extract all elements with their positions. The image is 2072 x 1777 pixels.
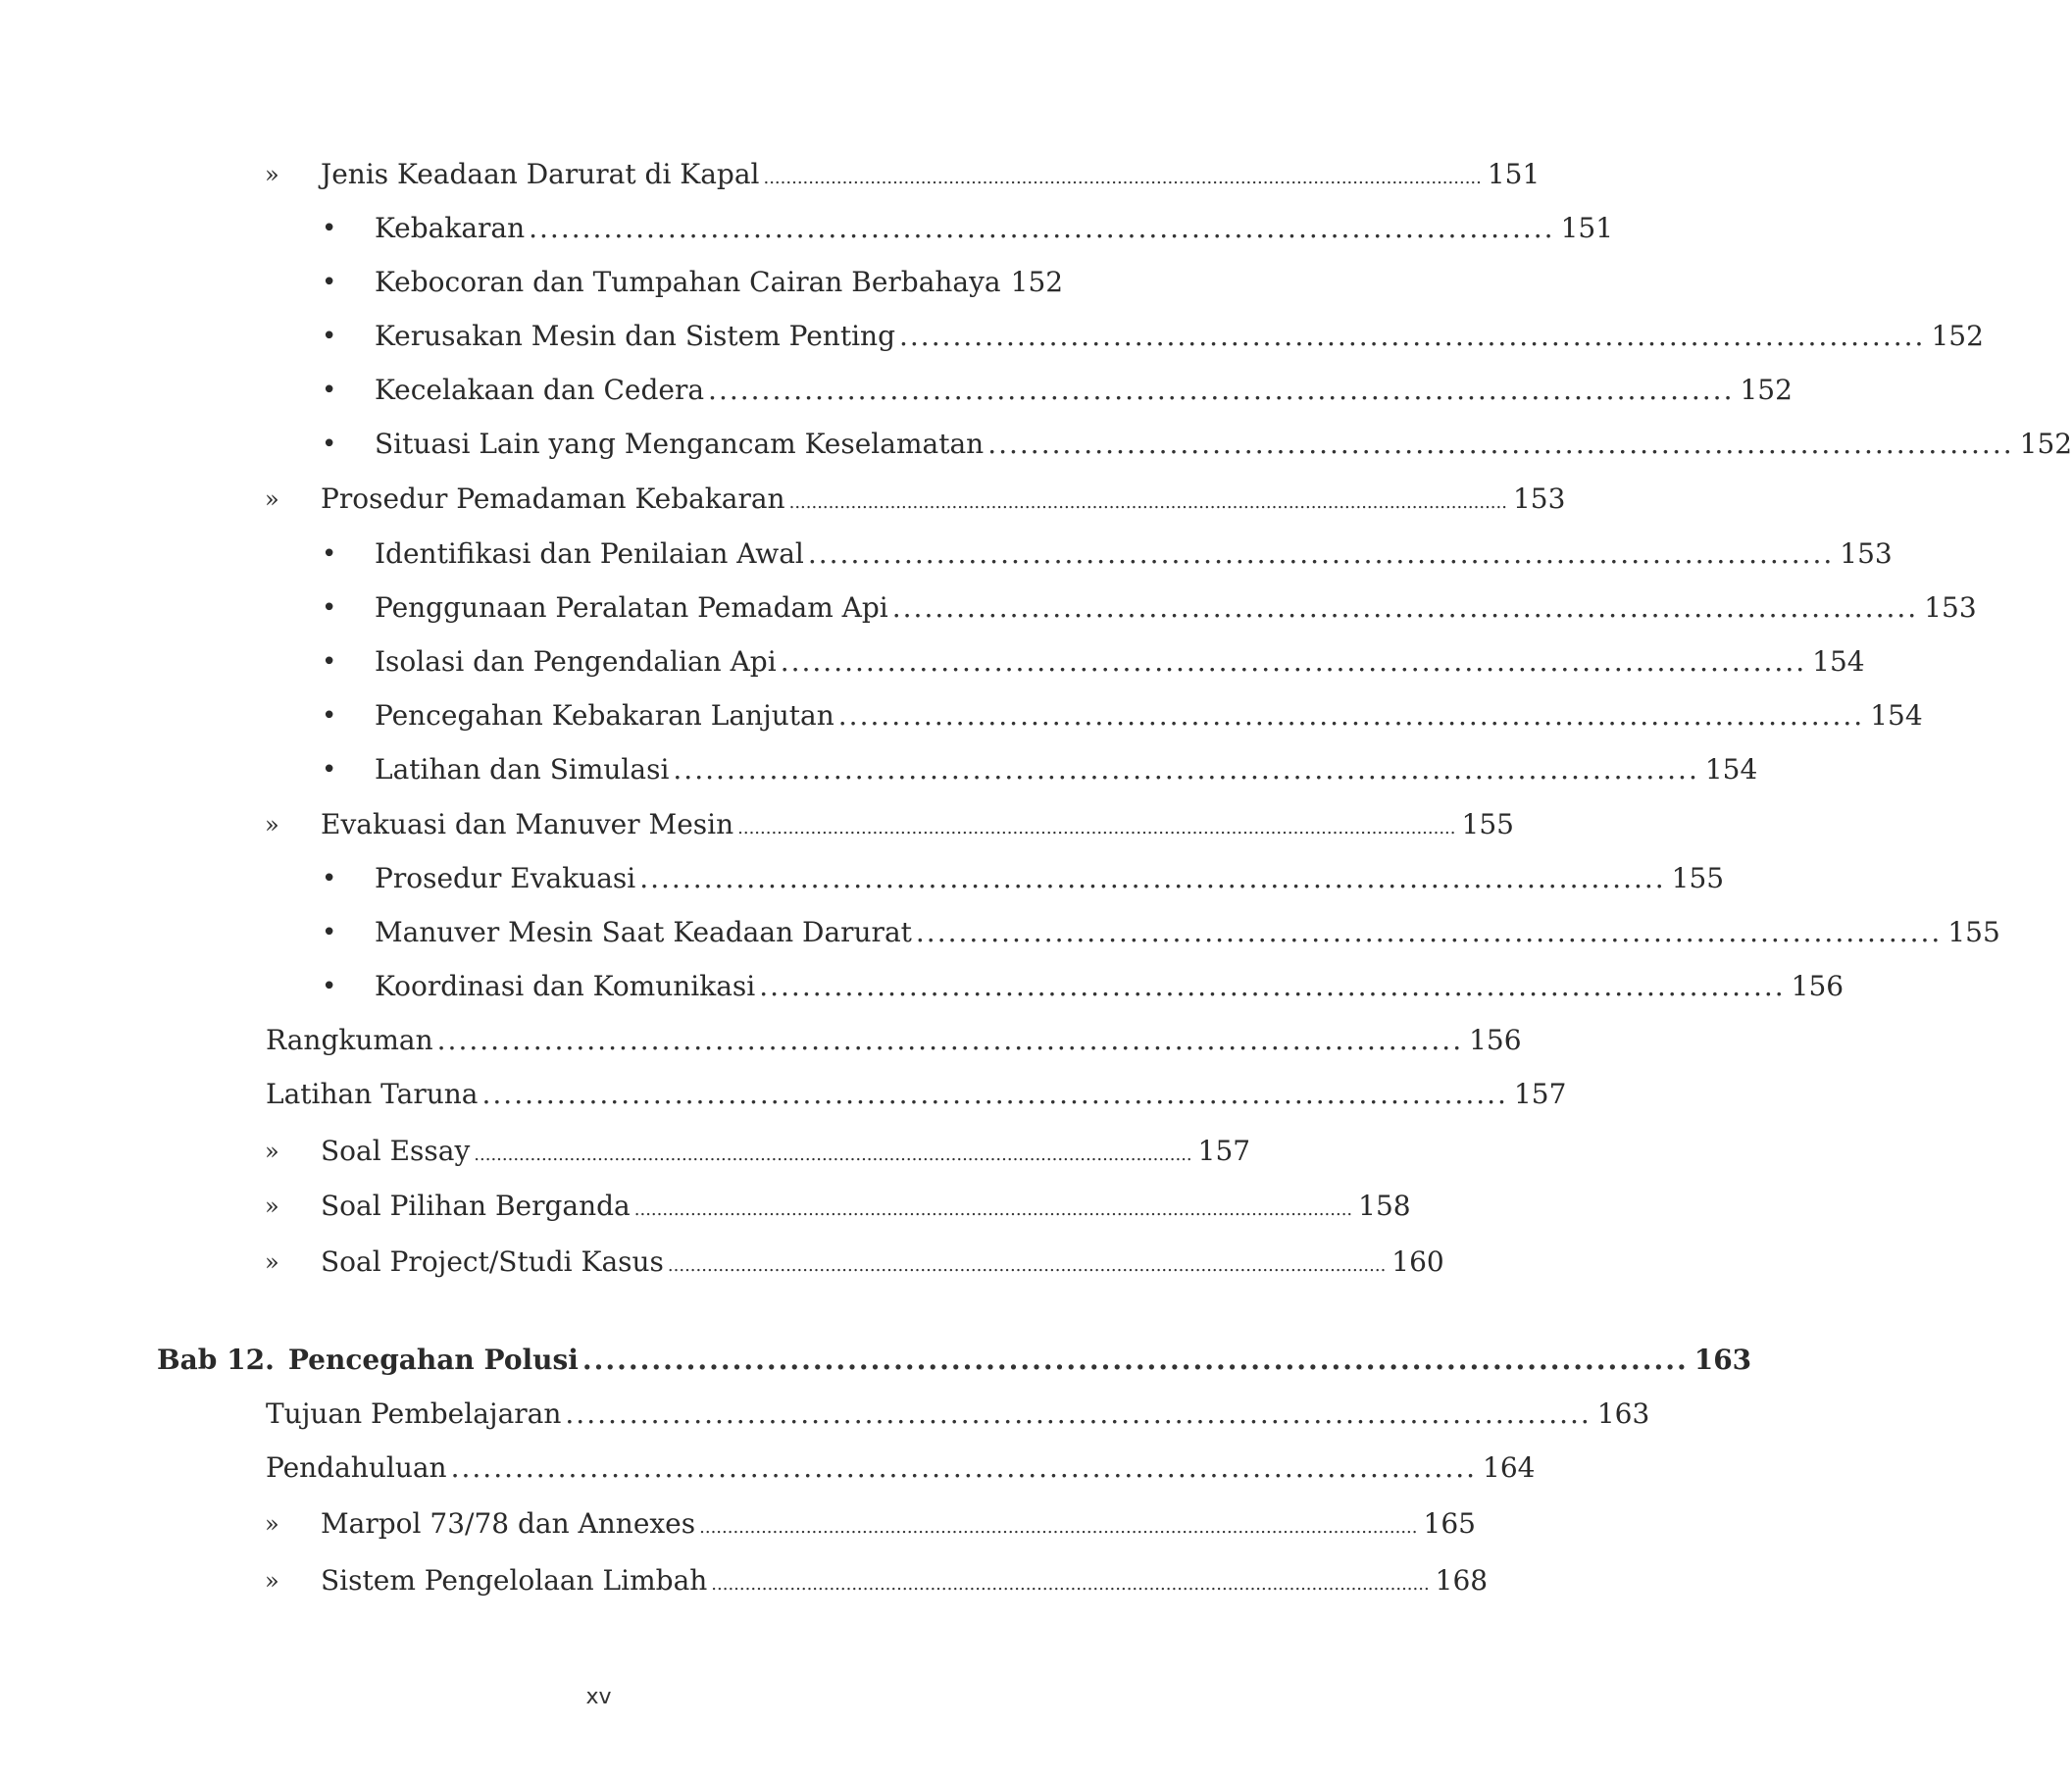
toc-entry[interactable] xyxy=(322,857,1725,900)
dot-leader: ................................................................................................ xyxy=(639,862,1666,894)
toc-entry[interactable] xyxy=(265,1130,1251,1173)
toc-entry-title: Penggunaan Peralatan Pemadam Api xyxy=(375,591,888,624)
page-number-footer: xv xyxy=(585,1685,612,1709)
toc-marker: » xyxy=(265,485,279,513)
dot-leader: ................................................................................................ xyxy=(581,1344,1689,1376)
toc-page-number: 153 xyxy=(1924,591,1977,624)
toc-entry-title: Kebocoran dan Tumpahan Cairan Berbahaya xyxy=(375,266,1001,298)
toc-entry-title: Soal Pilihan Berganda xyxy=(321,1190,631,1222)
toc-entry-title: Soal Project/Studi Kasus xyxy=(321,1245,664,1278)
bullet-marker: • xyxy=(322,268,337,297)
toc-page-number: 156 xyxy=(1791,970,1845,1002)
toc-entry-title: Prosedur Evakuasi xyxy=(375,862,636,894)
toc-page-number: 165 xyxy=(1423,1507,1476,1540)
toc-page-number: 152 xyxy=(1740,374,1793,406)
dot-leader: ................................................................................................ xyxy=(481,1078,1508,1110)
dot-leader: ................................................................................................ xyxy=(565,1397,1592,1430)
dot-leader: ................................................................................................................................ xyxy=(699,1517,1418,1538)
toc-entry[interactable] xyxy=(266,1447,1536,1490)
toc-entry[interactable] xyxy=(322,694,1923,737)
toc-page-number: 154 xyxy=(1704,753,1758,786)
bullet-marker: • xyxy=(322,864,337,893)
dot-leader: ................................................................................................................................ xyxy=(474,1144,1192,1165)
toc-entry[interactable] xyxy=(322,315,1984,358)
dot-leader: ................................................................................................ xyxy=(915,916,1943,948)
bullet-marker: • xyxy=(322,701,337,731)
toc-page-number: 154 xyxy=(1870,699,1923,732)
toc-entry-title: Marpol 73/78 dan Annexes xyxy=(321,1507,696,1540)
toc-page-number: 152 xyxy=(1931,320,1984,352)
toc-entry[interactable] xyxy=(265,1559,1489,1602)
toc-entry-title: Kebakaran xyxy=(375,212,526,244)
toc-page-number: 155 xyxy=(1947,916,2000,948)
bullet-marker: • xyxy=(322,322,337,351)
toc-page-number: 157 xyxy=(1197,1135,1251,1167)
dot-leader: ................................................................................................................................ xyxy=(737,818,1456,838)
toc-entry-title: Latihan Taruna xyxy=(266,1078,479,1110)
chapter-page-number: 163 xyxy=(1693,1344,1752,1376)
bullet-marker: • xyxy=(322,376,337,405)
dot-leader: ................................................................................................ xyxy=(899,320,1926,352)
bullet-marker: • xyxy=(322,593,337,623)
toc-page-number: 153 xyxy=(1840,537,1893,570)
toc-page-number: 163 xyxy=(1596,1397,1650,1430)
toc-entry[interactable] xyxy=(322,207,1614,250)
dot-leader: ................................................................................................ xyxy=(891,591,1919,624)
toc-page-number: 155 xyxy=(1461,808,1514,840)
toc-entry-title: Pendahuluan xyxy=(266,1451,447,1484)
bullet-marker: • xyxy=(322,430,337,459)
toc-entry[interactable] xyxy=(265,1185,1411,1228)
bullet-marker: • xyxy=(322,972,337,1001)
toc-entry[interactable] xyxy=(265,478,1566,521)
dot-leader: ................................................................................................................................ xyxy=(633,1199,1353,1220)
toc-marker: » xyxy=(265,161,279,188)
toc-page-number: 168 xyxy=(1435,1564,1489,1597)
toc-entry[interactable] xyxy=(266,1073,1567,1116)
toc-entry[interactable] xyxy=(322,640,1865,684)
toc-entry-title: Kecelakaan dan Cedera xyxy=(375,374,705,406)
toc-marker: » xyxy=(265,1248,279,1276)
toc-entry-title: Isolasi dan Pengendalian Api xyxy=(375,645,777,678)
dot-leader: ................................................................................................ xyxy=(450,1451,1478,1484)
dot-leader: ................................................................................................ xyxy=(837,699,1865,732)
dot-leader: ................................................................................................................................ xyxy=(788,492,1507,513)
bullet-marker: • xyxy=(322,214,337,243)
dot-leader: ................................................................................................................................ xyxy=(763,168,1482,188)
toc-marker: » xyxy=(265,1567,279,1595)
toc-entry-title: Jenis Keadaan Darurat di Kapal xyxy=(321,158,760,190)
toc-entry[interactable] xyxy=(265,803,1514,846)
bullet-marker: • xyxy=(322,918,337,947)
toc-entry-title: Situasi Lain yang Mengancam Keselamatan xyxy=(375,428,985,460)
toc-page-number: 151 xyxy=(1487,158,1541,190)
toc-entry-title: Pencegahan Kebakaran Lanjutan xyxy=(375,699,834,732)
dot-leader: ................................................................................................................................ xyxy=(711,1574,1430,1595)
toc-marker: » xyxy=(265,1138,279,1165)
chapter-title: Pencegahan Polusi xyxy=(287,1344,579,1376)
toc-entry-title: Identifikasi dan Penilaian Awal xyxy=(375,537,804,570)
toc-page-number: 152 xyxy=(1010,266,1064,298)
toc-page-number: 155 xyxy=(1671,862,1725,894)
toc-entry-title: Prosedur Pemadaman Kebakaran xyxy=(321,482,785,515)
toc-entry-title: Tujuan Pembelajaran xyxy=(266,1397,562,1430)
bullet-marker: • xyxy=(322,755,337,785)
toc-page-number: 151 xyxy=(1560,212,1614,244)
bullet-marker: • xyxy=(322,647,337,677)
dot-leader: ................................................................................................ xyxy=(987,428,2014,460)
toc-marker: » xyxy=(265,1193,279,1220)
toc-entry[interactable] xyxy=(322,911,2000,954)
dot-leader: ................................................................................................ xyxy=(673,753,1699,786)
dot-leader: ................................................................................................ xyxy=(708,374,1735,406)
toc-entry-title: Evakuasi dan Manuver Mesin xyxy=(321,808,734,840)
dot-leader: ................................................................................................ xyxy=(436,1024,1464,1056)
toc-entry[interactable] xyxy=(266,1393,1650,1436)
dot-leader: ................................................................................................ xyxy=(529,212,1555,244)
toc-entry[interactable] xyxy=(322,369,1793,412)
toc-entry-title: Latihan dan Simulasi xyxy=(375,753,670,786)
dot-leader: ................................................................................................ xyxy=(780,645,1807,678)
toc-page-number: 164 xyxy=(1483,1451,1536,1484)
bullet-marker: • xyxy=(322,539,337,569)
toc-page-number: 153 xyxy=(1512,482,1566,515)
toc-page-number: 158 xyxy=(1358,1190,1411,1222)
toc-entry[interactable] xyxy=(322,586,1977,630)
toc-entry-title: Koordinasi dan Komunikasi xyxy=(375,970,756,1002)
toc-entry[interactable] xyxy=(265,1241,1444,1284)
dot-leader: ................................................................................................ xyxy=(759,970,1786,1002)
toc-page-number: 160 xyxy=(1391,1245,1444,1278)
toc-entry[interactable] xyxy=(322,533,1893,576)
toc-entry[interactable] xyxy=(322,261,1064,304)
chapter-number: Bab 12. xyxy=(157,1344,275,1376)
toc-marker: » xyxy=(265,1510,279,1538)
dot-leader: ................................................................................................................................ xyxy=(667,1255,1387,1276)
toc-page-number: 157 xyxy=(1513,1078,1567,1110)
toc-entry[interactable] xyxy=(266,1019,1522,1062)
toc-marker: » xyxy=(265,811,279,838)
chapter-entry[interactable] xyxy=(157,1339,1752,1382)
toc-entry-title: Soal Essay xyxy=(321,1135,471,1167)
toc-entry-title: Manuver Mesin Saat Keadaan Darurat xyxy=(375,916,912,948)
toc-entry-title: Sistem Pengelolaan Limbah xyxy=(321,1564,708,1597)
toc-page-number: 154 xyxy=(1812,645,1865,678)
toc-entry-title: Kerusakan Mesin dan Sistem Penting xyxy=(375,320,895,352)
toc-page-number: 156 xyxy=(1469,1024,1522,1056)
toc-page-number: 152 xyxy=(2019,428,2072,460)
toc-entry[interactable] xyxy=(322,965,1845,1008)
toc-entry[interactable] xyxy=(265,153,1541,196)
dot-leader: ................................................................................................ xyxy=(807,537,1835,570)
toc-entry[interactable] xyxy=(265,1502,1476,1546)
toc-entry[interactable] xyxy=(322,748,1758,791)
toc-entry[interactable] xyxy=(322,423,2072,466)
toc-entry-title: Rangkuman xyxy=(266,1024,433,1056)
